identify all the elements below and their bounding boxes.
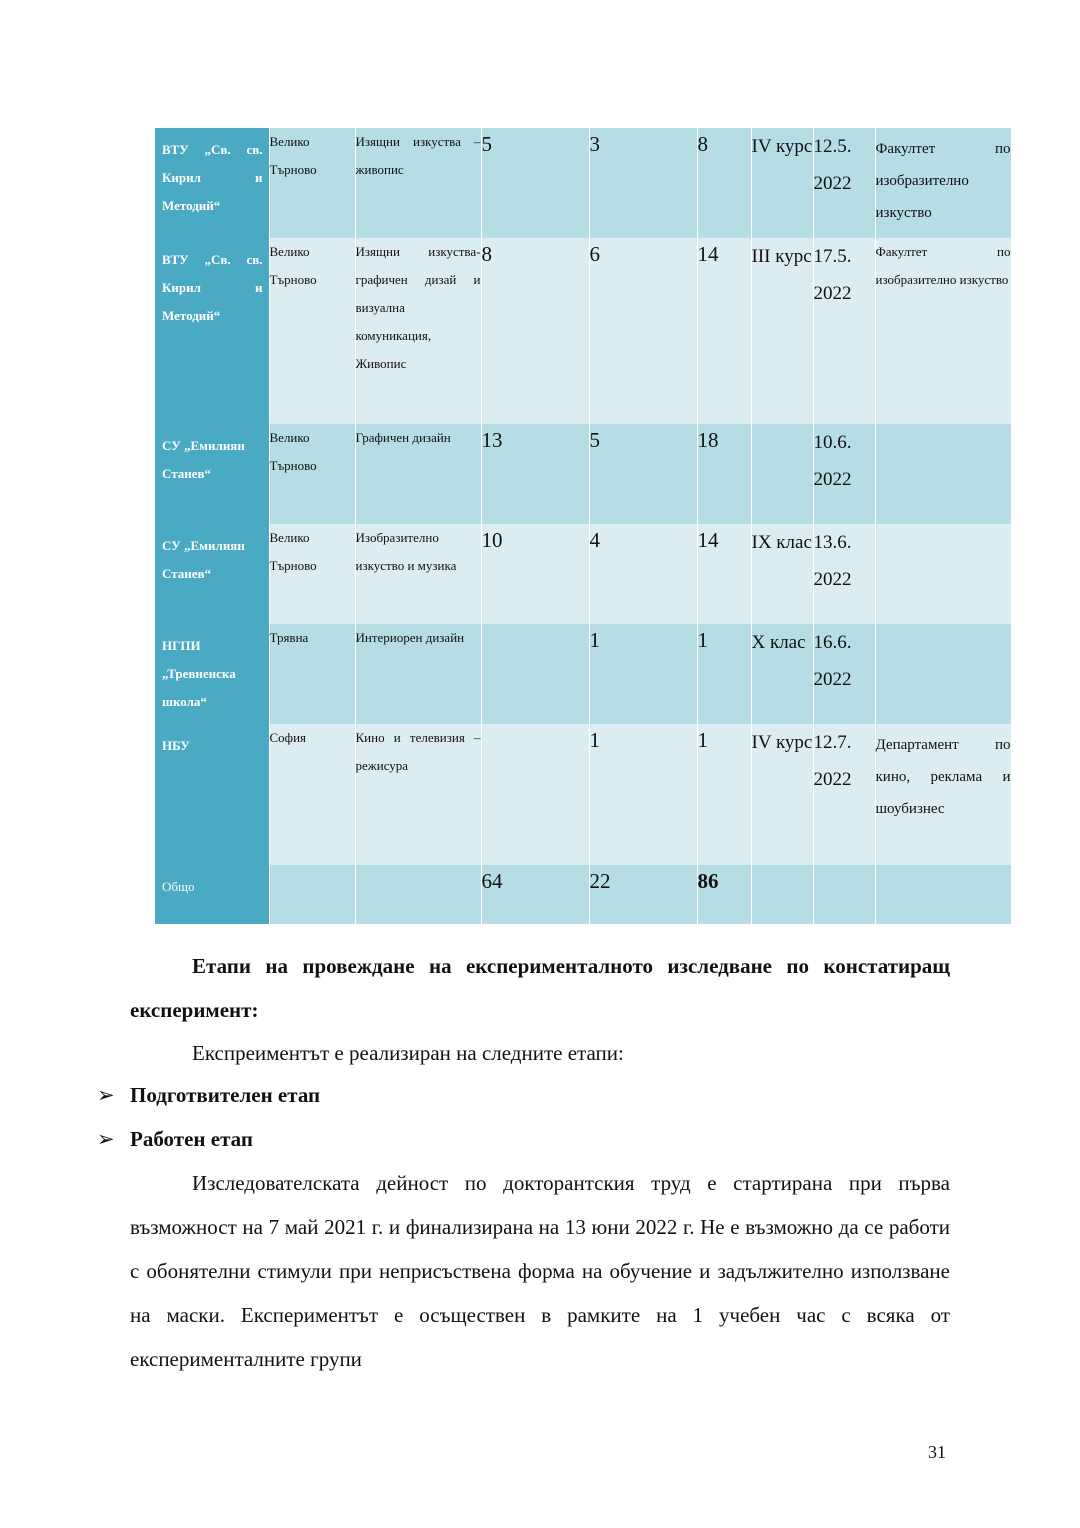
date-cell: 12.7. 2022 [813,724,875,865]
institution-cell: ВТУ „Св. св. Кирил и Методий“ [155,238,269,424]
date-cell: 13.6. 2022 [813,524,875,624]
specialty-cell: Графичен дизайн [355,424,481,524]
empty-cell [751,865,813,924]
arrow-bullet-icon: ➢ [97,1083,115,1107]
note-cell: Департамент по кино, реклама и шоубизнес [875,724,1011,865]
section-heading: Етапи на провеждане на експерименталното изследване по констатиращ експеримент: [130,954,950,1022]
count-a-cell: 10 [481,524,589,624]
empty-cell [269,865,355,924]
level-cell: X клас [751,624,813,724]
total-cell: 1 [697,724,751,865]
level-cell: IV курс [751,724,813,865]
date-cell: 10.6. 2022 [813,424,875,524]
table-row [155,128,1011,238]
grand-total-cell: 86 [697,865,751,924]
table-row [155,724,1011,865]
empty-cell [813,865,875,924]
total-row [155,865,1011,924]
city-cell: Велико Търново [269,238,355,424]
institution-cell: ВТУ „Св. св. Кирил и Методий“ [155,128,269,238]
date-cell: 17.5. 2022 [813,238,875,424]
note-cell [875,624,1011,724]
count-a-cell [481,624,589,724]
total-b-cell: 22 [589,865,697,924]
city-cell: Трявна [269,624,355,724]
arrow-bullet-icon: ➢ [97,1127,115,1151]
count-b-cell: 4 [589,524,697,624]
count-a-cell: 8 [481,238,589,424]
date-cell: 16.6. 2022 [813,624,875,724]
note-cell: Факултет по изобразително изкуство [875,128,1011,238]
count-a-cell: 13 [481,424,589,524]
note-cell [875,424,1011,524]
table-row [155,424,1011,524]
participants-table [155,128,1012,924]
stage-label: Работен етап [130,1127,253,1151]
specialty-cell: Изящни изкуства- графичен дизай и визуална комуникация, Живопис [355,238,481,424]
total-cell: 1 [697,624,751,724]
count-b-cell: 3 [589,128,697,238]
count-a-cell: 5 [481,128,589,238]
total-cell: 8 [697,128,751,238]
count-b-cell: 1 [589,624,697,724]
city-cell: Велико Търново [269,424,355,524]
level-cell: III курс [751,238,813,424]
table-row [155,624,1011,724]
total-cell: 18 [697,424,751,524]
level-cell: IX клас [751,524,813,624]
specialty-cell: Кино и телевизия – режисура [355,724,481,865]
empty-cell [355,865,481,924]
date-cell: 12.5. 2022 [813,128,875,238]
empty-cell [875,865,1011,924]
city-cell: София [269,724,355,865]
specialty-cell: Интериорен дизайн [355,624,481,724]
city-cell: Велико Търново [269,524,355,624]
stage-item [97,1117,253,1161]
institution-cell: НБУ [155,724,269,865]
level-cell: IV курс [751,128,813,238]
note-cell [875,524,1011,624]
count-b-cell: 6 [589,238,697,424]
page-number: 31 [928,1442,946,1462]
stage-label: Подготвителен етап [130,1083,321,1107]
institution-cell: СУ „Емилиян Станев“ [155,524,269,624]
institution-cell: СУ „Емилиян Станев“ [155,424,269,524]
note-cell: Факултет по изобразително изкуство [875,238,1011,424]
city-cell: Велико Търново [269,128,355,238]
total-a-cell: 64 [481,865,589,924]
count-b-cell: 5 [589,424,697,524]
table-row [155,238,1011,424]
specialty-cell: Изобразително изкуство и музика [355,524,481,624]
count-a-cell [481,724,589,865]
total-cell: 14 [697,524,751,624]
count-b-cell: 1 [589,724,697,865]
body-paragraph: Изследователската дейност по докторантския труд е стартирана при първа възможност на 7 май 2021 г. и финализирана на 13 юни 2022 г. Не е възможно да се работи с обонятелни стимули при неприсъствена форма на обучение и задължително използване на маски. Експериментът е осъществен в рамките на 1 учебен час с всяка от експерименталните групи [130,1171,950,1371]
total-cell: 14 [697,238,751,424]
intro-text: Експреиментът е реализиран на следните етапи: [192,1041,624,1065]
total-label-cell: Общо [155,865,269,924]
institution-cell: НГПИ „Тревненска школа“ [155,624,269,724]
stage-item [97,1073,320,1117]
specialty-cell: Изящни изкуства – живопис [355,128,481,238]
level-cell [751,424,813,524]
table-row [155,524,1011,624]
